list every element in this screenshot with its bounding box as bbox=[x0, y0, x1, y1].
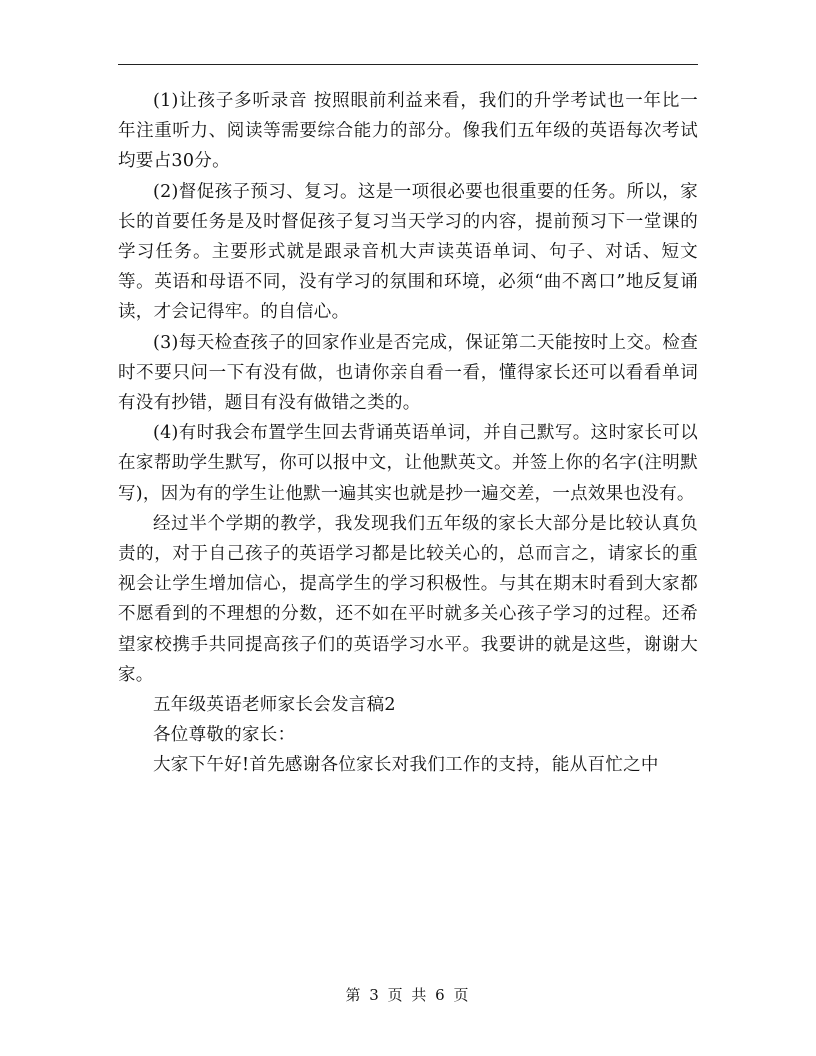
document-body bbox=[118, 86, 698, 781]
paragraph-2: (2)督促孩子预习、复习。这是一项很必要也很重要的任务。所以，家长的首要任务是及时督促孩子复习当天学习的内容，提前预习下一堂课的学习任务。主要形式就是跟录音机大声读英语单词、句子、对话、短文等。英语和母语不同，没有学习的氛围和环境，必须“曲不离口”地反复诵读，才会记得牢。的自信心。 bbox=[118, 181, 698, 323]
paragraph-3: (3)每天检查孩子的回家作业是否完成，保证第二天能按时上交。检查时不要只问一下有没有做，也请你亲自看一看，懂得家长还可以看看单词有没有抄错，题目有没有做错之类的。 bbox=[118, 332, 698, 414]
paragraph-5: 经过半个学期的教学，我发现我们五年级的家长大部分是比较认真负责的，对于自己孩子的英语学习都是比较关心的，总而言之，请家长的重视会让学生增加信心，提高学生的学习积极性。与其在期末时看到大家都不愿看到的不理想的分数，还不如在平时就多关心孩子学习的过程。还希望家校携手共同提高孩子们的英语学习水平。我要讲的就是这些，谢谢大家。 bbox=[118, 513, 698, 685]
section-heading: 五年级英语老师家长会发言稿2 bbox=[153, 695, 396, 716]
salutation: 各位尊敬的家长： bbox=[153, 725, 296, 746]
page-footer: 第 3 页 共 6 页 bbox=[345, 986, 471, 1004]
paragraph-1: (1)让孩子多听录音 按照眼前利益来看，我们的升学考试也一年比一年注重听力、阅读等需要综合能力的部分。像我们五年级的英语每次考试均要占30分。 bbox=[118, 91, 698, 172]
greeting-line: 大家下午好!首先感谢各位家长对我们工作的支持，能从百忙之中 bbox=[153, 755, 659, 776]
header-rule bbox=[118, 64, 698, 65]
paragraph-4: (4)有时我会布置学生回去背诵英语单词，并自己默写。这时家长可以在家帮助学生默写，你可以报中文，让他默英文。并签上你的名字(注明默写)，因为有的学生让他默一遍其实也就是抄一遍交差，一点效果也没有。 bbox=[118, 423, 698, 504]
